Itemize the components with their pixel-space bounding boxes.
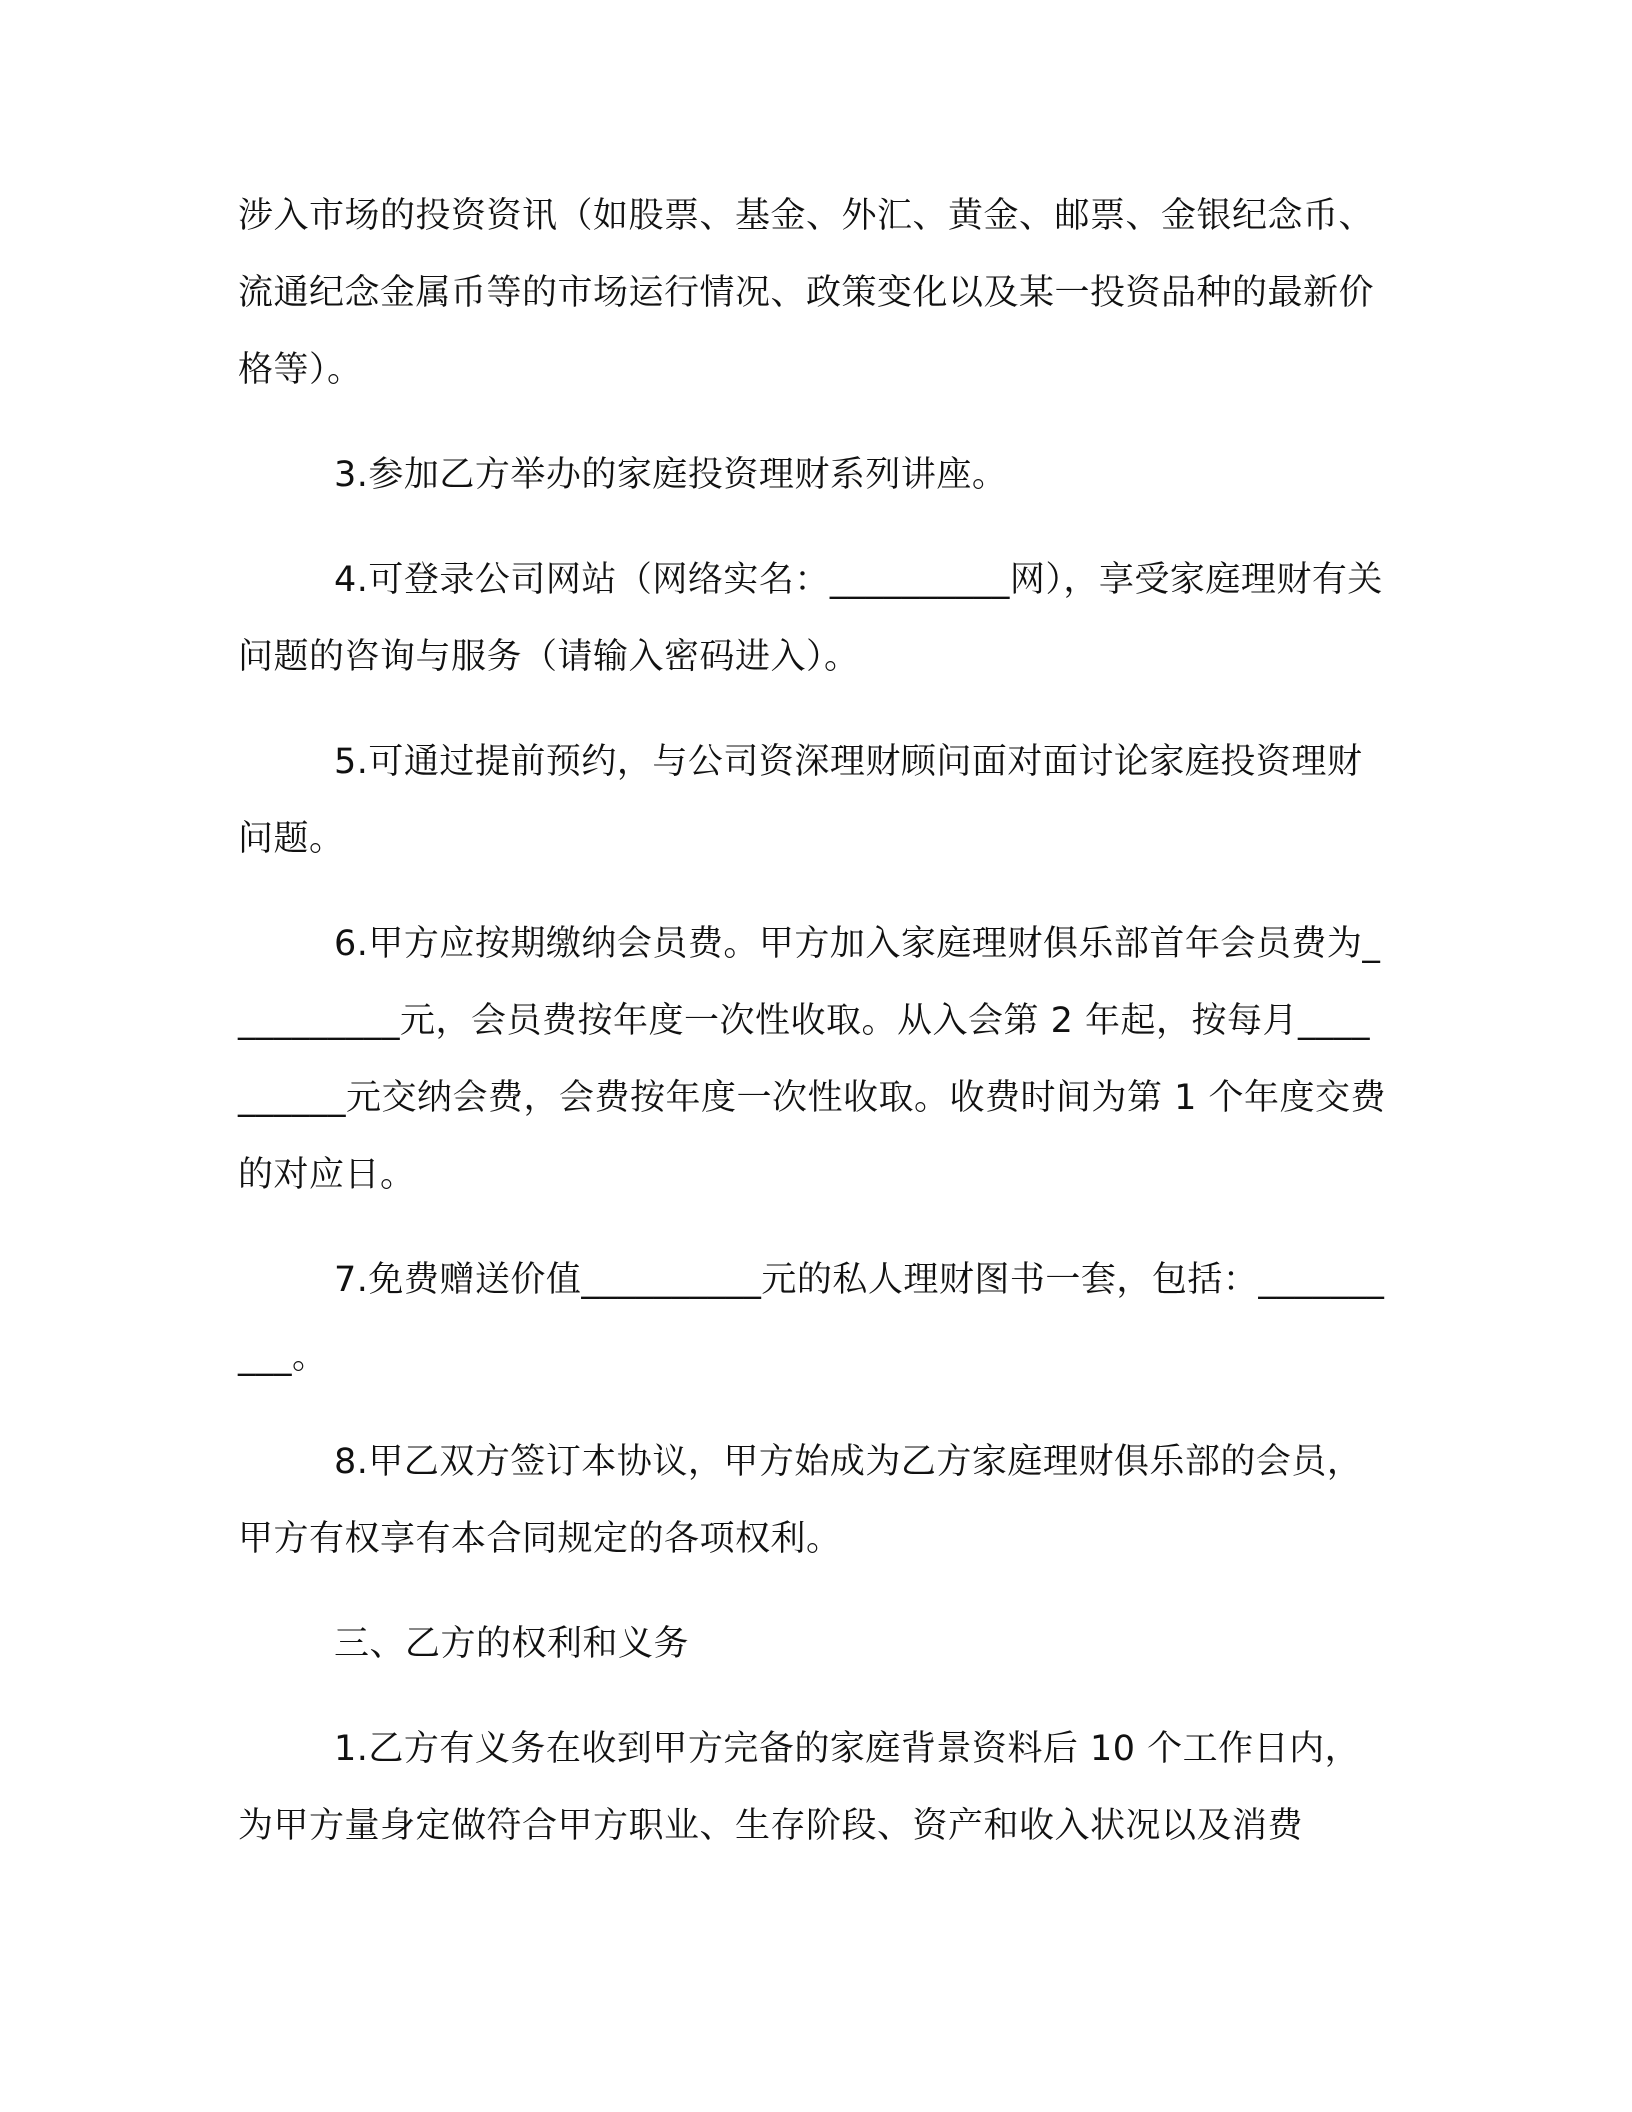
document-body <box>238 178 1388 1865</box>
paragraph-item-7-free-books: 7.免费赠送价值__________元的私人理财图书一套，包括：__________。 <box>238 1260 1385 1377</box>
paragraph-item-5-consultation: 5.可通过提前预约，与公司资深理财顾问面对面讨论家庭投资理财问题。 <box>238 742 1363 859</box>
paragraph-item-4-website: 4.可登录公司网站（网络实名：__________网），享受家庭理财有关问题的咨询与服务（请输入密码进入）。 <box>238 560 1383 677</box>
paragraph-party-b-item-1: 1.乙方有义务在收到甲方完备的家庭背景资料后 10 个工作日内，为甲方量身定做符合甲方职业、生存阶段、资产和收入状况以及消费 <box>238 1729 1361 1846</box>
section-heading-party-b-rights: 三、乙方的权利和义务 <box>334 1624 690 1664</box>
paragraph-item-6-membership-fee: 6.甲方应按期缴纳会员费。甲方加入家庭理财俱乐部首年会员费为__________元，会员费按年度一次性收取。从入会第 2 年起，按每月__________元交纳会费，会费按年度一次性收取。收费时间为第 1 个年度交费的对应日。 <box>238 924 1387 1195</box>
paragraph-item-3-lectures: 3.参加乙方举办的家庭投资理财系列讲座。 <box>334 455 1008 495</box>
paragraph-item-8-agreement: 8.甲乙双方签订本协议，甲方始成为乙方家庭理财俱乐部的会员，甲方有权享有本合同规定的各项权利。 <box>238 1442 1363 1559</box>
paragraph-investment-info: 涉入市场的投资资讯（如股票、基金、外汇、黄金、邮票、金银纪念币、流通纪念金属币等的市场运行情况、政策变化以及某一投资品种的最新价格等）。 <box>238 196 1375 390</box>
